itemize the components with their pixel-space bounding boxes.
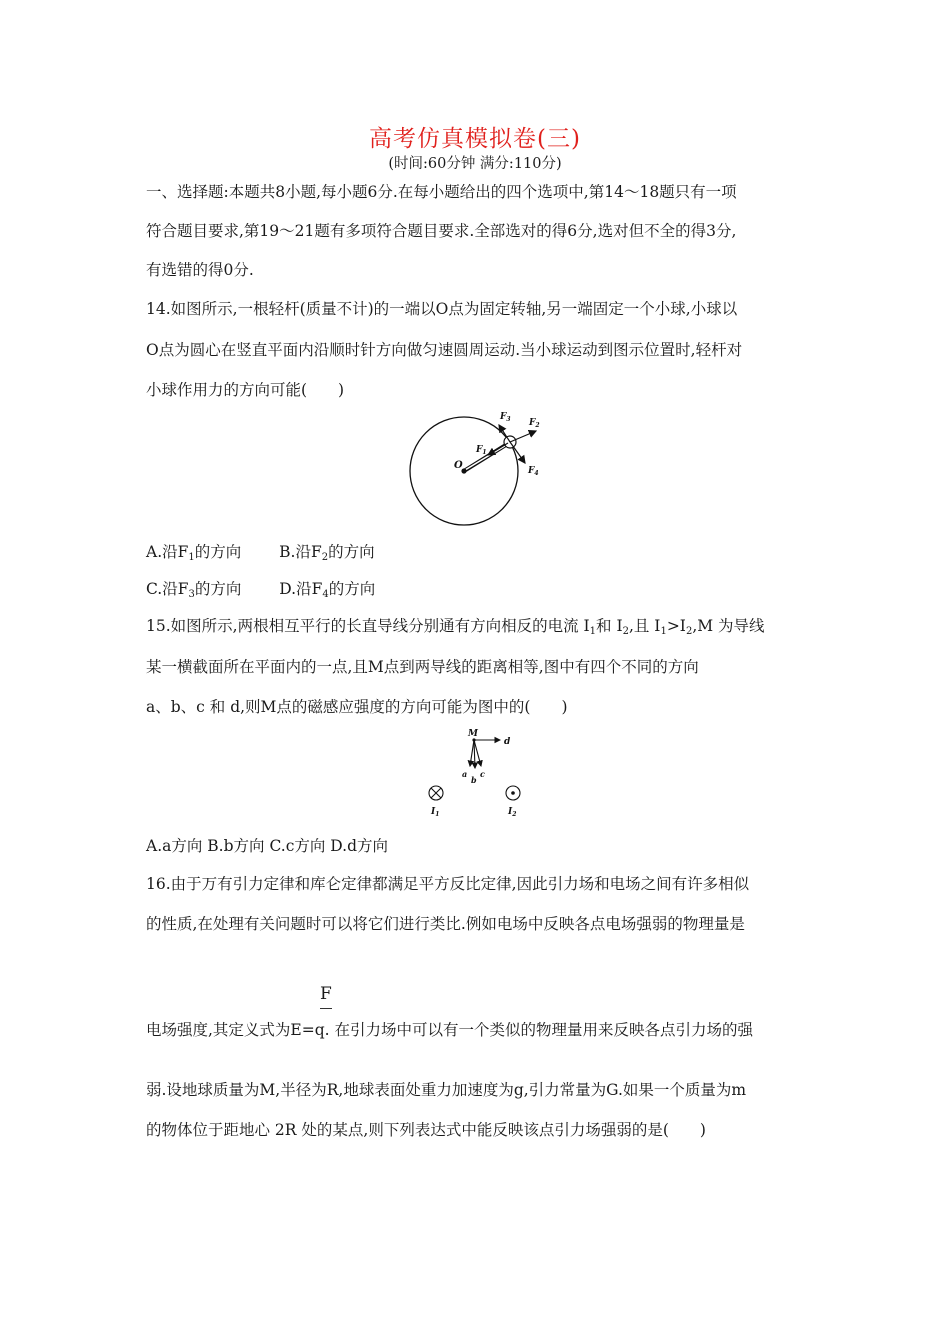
section-instructions-line-1: 一、选择题:本题共8小题,每小题6分.在每小题给出的四个选项中,第14～18题只有一项: [146, 183, 737, 201]
f1-label: $F_1$: [476, 445, 487, 456]
q16-line-2: 的性质,在处理有关问题时可以将它们进行类比.例如电场中反映各点电场强弱的物理量是: [146, 915, 745, 933]
q14-options-row-2: [146, 577, 375, 600]
center-label: O: [454, 460, 463, 471]
q16-line-5: 的物体位于距地心 2R 处的某点,则下列表达式中能反映该点引力场强弱的是( ): [146, 1121, 706, 1139]
f4-label: $F_4$: [528, 466, 539, 477]
b-label: b: [471, 775, 477, 785]
direction-a-arrow: [470, 740, 474, 766]
page-title: 高考仿真模拟卷(三): [369, 126, 581, 152]
q14-line-1: 14.如图所示,一根轻杆(质量不计)的一端以O点为固定转轴,另一端固定一个小球,小球以: [146, 300, 738, 318]
i2-label: $I_2$: [508, 807, 517, 818]
section-instructions-line-2: 符合题目要求,第19～21题有多项符合题目要求.全部选对的得6分,选对但不全的得3分,: [146, 222, 737, 240]
force-f2-arrow: [510, 431, 536, 442]
section-instructions-line-3: 有选错的得0分.: [146, 261, 254, 279]
rod-inner: [465, 444, 508, 470]
page-subtitle: (时间:60分钟 满分:110分): [388, 156, 562, 172]
q15-options[interactable]: A.a方向 B.b方向 C.c方向 D.d方向: [146, 837, 389, 855]
d-label: d: [504, 737, 511, 747]
q15-line-2: 某一横截面所在平面内的一点,且M点到两导线的距离相等,图中有四个不同的方向: [146, 658, 699, 676]
q14-option-b[interactable]: B.沿$F_2$的方向: [279, 543, 375, 563]
q14-line-3: 小球作用力的方向可能( ): [146, 381, 345, 399]
q14-option-a[interactable]: A.沿$F_1$的方向: [146, 543, 242, 563]
q14-circle-diagram: [400, 405, 560, 530]
fraction-numerator: F: [320, 984, 332, 1004]
q15-wire-diagram: [420, 725, 530, 820]
q16-line-4: 弱.设地球质量为M,半径为R,地球表面处重力加速度为g,引力常量为G.如果一个质量为m: [146, 1081, 747, 1099]
f2-label: $F_2$: [529, 418, 540, 429]
q16-line-1: 16.由于万有引力定律和库仑定律都满足平方反比定律,因此引力场和电场之间有许多相似: [146, 875, 750, 893]
a-label: a: [462, 769, 468, 779]
q14-option-d[interactable]: D.沿$F_4$的方向: [279, 580, 376, 600]
q14-option-c[interactable]: C.沿$F_3$的方向: [146, 580, 242, 600]
fraction-bar: [320, 1008, 332, 1009]
q14-line-2: O点为圆心在竖直平面内沿顺时针方向做匀速圆周运动.当小球运动到图示位置时,轻杆对: [146, 341, 743, 359]
f3-label: $F_3$: [500, 412, 511, 423]
q16-line-3: 电场强度,其定义式为E=q. 在引力场中可以有一个类似的物理量用来反映各点引力场的强: [146, 1021, 754, 1039]
i1-label: $I_1$: [431, 807, 440, 818]
q15-line-1: 15.如图所示,两根相互平行的长直导线分别通有方向相反的电流 $I_1$和 $I_2$,且 $I_1>I_2,M$ 为导线: [146, 617, 765, 637]
m-label: M: [468, 729, 478, 739]
q15-line-3: a、b、c 和 d,则M点的磁感应强度的方向可能为图中的( ): [146, 698, 568, 716]
q14-options-row-1: [146, 540, 375, 563]
c-label: c: [480, 769, 485, 779]
force-f1-arrow: [488, 443, 508, 455]
